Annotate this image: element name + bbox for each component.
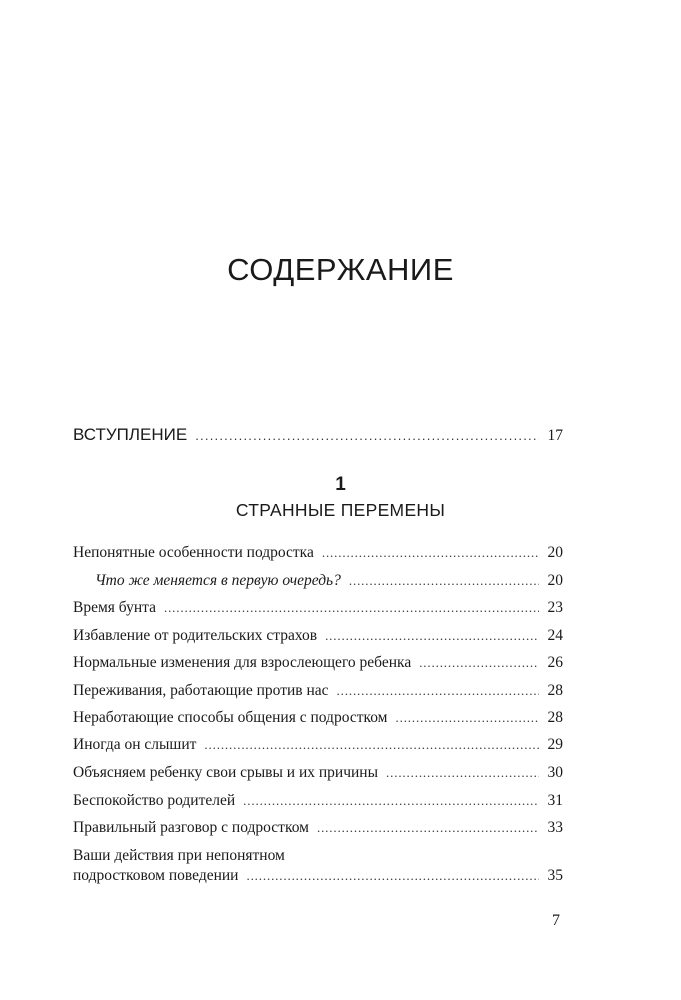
toc-entry-label: Избавление от родительских страхов	[73, 627, 318, 644]
toc-entry[interactable]	[73, 626, 563, 646]
toc-entry[interactable]	[73, 818, 563, 838]
toc-entry-label: Непонятные особенности подростка	[73, 544, 314, 561]
toc-entry-label: Нормальные изменения для взрослеющего ребенка	[73, 654, 412, 671]
toc-entry[interactable]	[73, 763, 563, 783]
leader-dots	[325, 626, 539, 646]
chapter-title: СТРАННЫЕ ПЕРЕМЕНЫ	[235, 500, 446, 520]
leader-dots	[396, 708, 540, 728]
leader-dots	[337, 681, 539, 701]
toc-page-number: 31	[547, 792, 563, 809]
toc-page-number: 35	[547, 867, 563, 884]
leader-dots	[164, 598, 539, 618]
toc-page-number: 28	[547, 709, 563, 726]
toc-entry[interactable]	[73, 681, 563, 701]
toc-entry-label: Правильный разговор с подростком	[73, 819, 309, 836]
toc-entry-label: Беспокойство родителей	[73, 792, 236, 809]
leader-dots	[322, 543, 539, 563]
toc-page-number: 20	[547, 544, 563, 561]
toc-page-number: 28	[547, 682, 563, 699]
leader-dots	[204, 735, 539, 755]
toc-page-number: 26	[547, 654, 563, 671]
toc-entry-label: Неработающие способы общения с подростком	[73, 709, 388, 726]
leader-dots	[386, 763, 539, 783]
leader-dots	[317, 818, 539, 838]
toc-page-number: 30	[547, 764, 563, 781]
chapter-number: 1	[335, 474, 346, 495]
toc-subentry[interactable]	[95, 571, 563, 591]
toc-entry[interactable]	[73, 735, 563, 755]
toc-entry-label: ВСТУПЛЕНИЕ	[73, 425, 188, 444]
leader-dots	[419, 653, 539, 673]
leader-dots	[195, 426, 539, 446]
toc-page-number: 33	[547, 819, 563, 836]
toc-page-number: 17	[547, 427, 563, 444]
toc-entry-label: Иногда он слышит	[73, 736, 197, 753]
leader-dots	[243, 791, 539, 811]
toc-page-number: 24	[547, 627, 563, 644]
toc-entry[interactable]	[73, 866, 563, 886]
toc-entry-intro[interactable]	[73, 425, 563, 446]
toc-entry[interactable]	[73, 653, 563, 673]
toc-page-number: 29	[547, 736, 563, 753]
toc-entry-label-line2: подростковом поведении	[73, 867, 239, 884]
toc-entry[interactable]	[73, 708, 563, 728]
toc-entry-label: Переживания, работающие против нас	[73, 682, 329, 699]
page-folio: 7	[552, 912, 560, 929]
toc-entry[interactable]	[73, 543, 563, 563]
toc-entry-label: Объясняем ребенку свои срывы и их причины	[73, 764, 379, 781]
toc-entry[interactable]	[73, 791, 563, 811]
leader-dots	[246, 866, 539, 886]
toc-entry-label: Что же меняется в первую очередь?	[95, 572, 341, 589]
toc-page-number: 23	[547, 599, 563, 616]
toc-page-number: 20	[547, 572, 563, 589]
toc-entry-label: Время бунта	[73, 599, 156, 616]
toc-entry[interactable]	[73, 598, 563, 618]
page-title: СОДЕРЖАНИЕ	[227, 252, 454, 287]
leader-dots	[349, 571, 539, 591]
toc-entry-label-line1[interactable]: Ваши действия при непонятном	[73, 847, 285, 864]
